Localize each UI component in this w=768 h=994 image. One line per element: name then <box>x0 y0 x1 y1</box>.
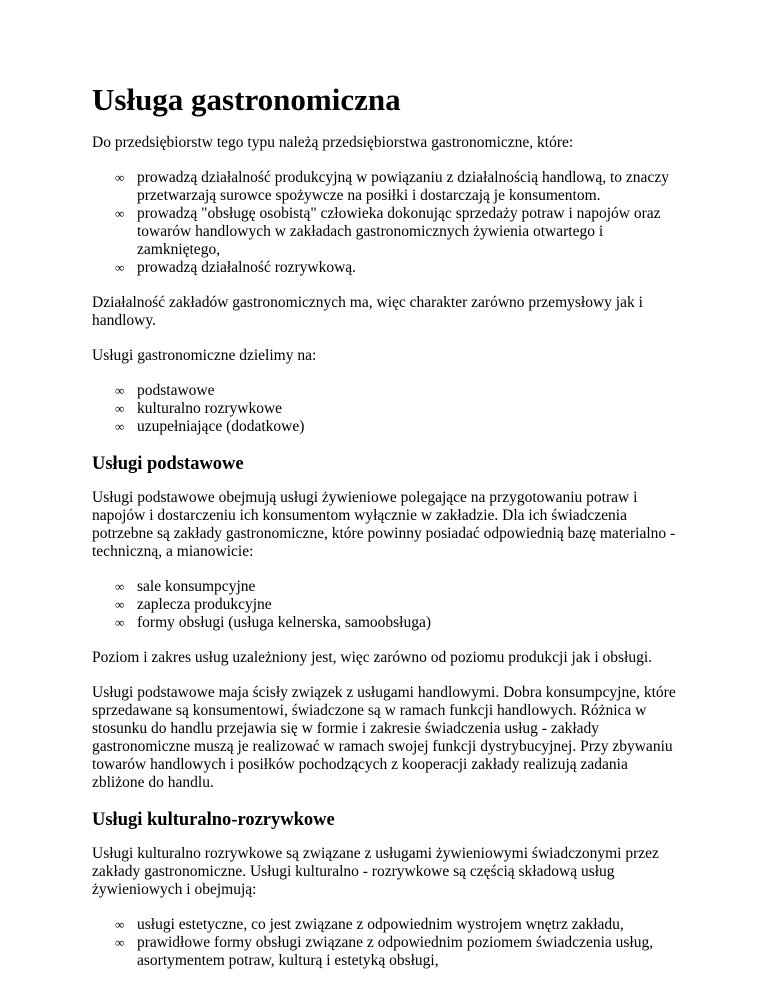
culture-paragraph-1: Usługi kulturalno rozrywkowe są związane z usługami żywieniowymi świadczonymi przez zakłady gastronomiczne. Usługi kulturalno - rozrywkowe są częścią składową usług żywieniowych i obejmują: <box>92 845 659 898</box>
infinity-bullet-icon: ∞ <box>115 383 125 398</box>
division-intro-paragraph: Usługi gastronomiczne dzielimy na: <box>92 347 317 364</box>
division-list <box>92 382 678 436</box>
list-item: ∞ kulturalno rozrywkowe <box>115 400 283 417</box>
infinity-bullet-icon: ∞ <box>115 935 125 950</box>
infinity-bullet-icon: ∞ <box>115 260 125 275</box>
list-item: ∞ sale konsumpcyjne <box>115 578 256 595</box>
infinity-bullet-icon: ∞ <box>115 579 125 594</box>
list-item: ∞ prawidłowe formy obsługi związane z odpowiednim poziomem świadczenia usług, asortymentem potraw, kulturą i estetyką obsługi, <box>115 934 654 969</box>
infinity-bullet-icon: ∞ <box>115 419 125 434</box>
page-title: Usługa gastronomiczna <box>92 82 401 117</box>
basic-list <box>92 578 678 632</box>
infinity-bullet-icon: ∞ <box>115 615 125 630</box>
basic-paragraph-2: Poziom i zakres usług uzależniony jest, więc zarówno od poziomu produkcji jak i obsługi. <box>92 649 653 666</box>
list-item: ∞ prowadzą działalność produkcyjną w powiązaniu z działalnością handlową, to znaczy przetwarzają surowce spożywcze na posiłki i dostarczają je konsumentom. <box>115 169 669 204</box>
basic-paragraph-3: Usługi podstawowe maja ścisły związek z usługami handlowymi. Dobra konsumpcyjne, które sprzedawane są konsumentowi, świadczone są w ramach funkcji handlowych. Różnica w stosunku do handlu przejawia się w formie i zakresie świadczenia usług - zakłady gastronomiczne muszą je realizować w ramach swojej funkcji dystrybucyjnej. Przy zbywaniu towarów handlowych i posiłków pochodzących z kooperacji zakłady realizują zadania zbliżone do handlu. <box>92 684 676 791</box>
intro-paragraph: Do przedsiębiorstw tego typu należą przedsiębiorstwa gastronomiczne, które: <box>92 134 574 151</box>
list-item: ∞ podstawowe <box>115 382 215 399</box>
basic-paragraph-1: Usługi podstawowe obejmują usługi żywieniowe polegające na przygotowaniu potraw i napojów i dostarczeniu ich konsumentom wyłącznie w zakładzie. Dla ich świadczenia potrzebne są zakłady gastronomiczne, które powinny posiadać odpowiednią bazę materialno - techniczną, a mianowicie: <box>92 489 676 560</box>
culture-list <box>92 916 678 970</box>
section-heading-basic: Usługi podstawowe <box>92 454 244 474</box>
infinity-bullet-icon: ∞ <box>115 401 125 416</box>
list-item: ∞ prowadzą "obsługę osobistą" człowieka dokonując sprzedaży potraw i napojów oraz towarów handlowych w zakładach gastronomicznych żywienia otwartego i zamkniętego, <box>115 205 661 258</box>
list-item: ∞ zaplecza produkcyjne <box>115 596 272 613</box>
intro-list <box>92 169 678 277</box>
character-paragraph: Działalność zakładów gastronomicznych ma, więc charakter zarówno przemysłowy jak i handlowy. <box>92 294 643 329</box>
section-heading-culture: Usługi kulturalno-rozrywkowe <box>92 810 335 830</box>
infinity-bullet-icon: ∞ <box>115 206 125 221</box>
list-item: ∞ uzupełniające (dodatkowe) <box>115 418 305 435</box>
infinity-bullet-icon: ∞ <box>115 170 125 185</box>
infinity-bullet-icon: ∞ <box>115 597 125 612</box>
list-item: ∞ prowadzą działalność rozrywkową. <box>115 259 357 276</box>
infinity-bullet-icon: ∞ <box>115 917 125 932</box>
list-item: ∞ usługi estetyczne, co jest związane z odpowiednim wystrojem wnętrz zakładu, <box>115 916 624 933</box>
list-item: ∞ formy obsługi (usługa kelnerska, samoobsługa) <box>115 614 432 631</box>
